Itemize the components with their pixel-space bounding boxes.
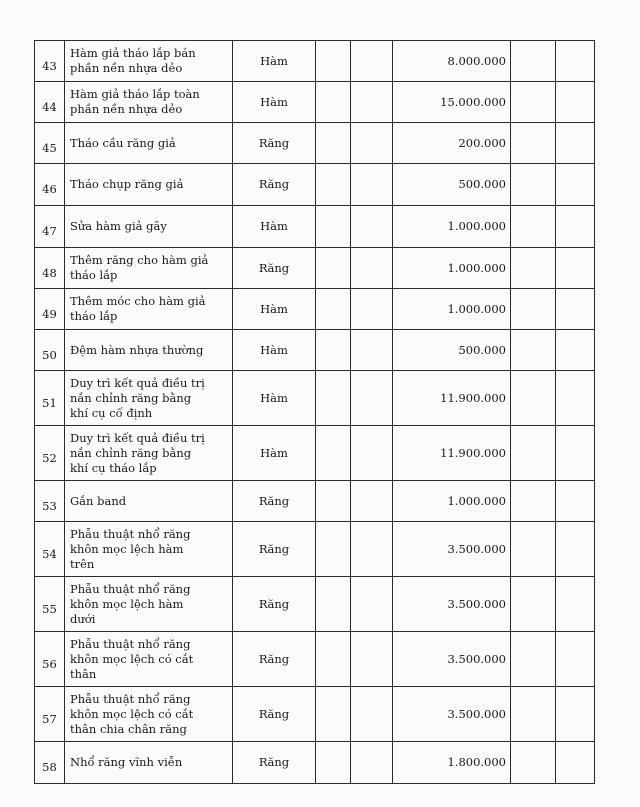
price-cell bbox=[393, 742, 511, 784]
unit-cell bbox=[233, 330, 316, 371]
price-cell-text: 8.000.000 bbox=[447, 53, 506, 68]
row-number-cell-text: 48 bbox=[42, 265, 57, 280]
service-name-cell bbox=[65, 82, 233, 123]
empty-cell bbox=[556, 123, 595, 164]
empty-cell bbox=[511, 577, 556, 632]
empty-cell bbox=[316, 632, 351, 687]
row-number-cell-text: 54 bbox=[42, 546, 57, 561]
table-row bbox=[35, 632, 595, 687]
table-row bbox=[35, 289, 595, 330]
unit-cell bbox=[233, 289, 316, 330]
price-cell bbox=[393, 41, 511, 82]
row-number-cell-text: 55 bbox=[42, 601, 57, 616]
service-name-cell-text: Phẫu thuật nhổ răng khôn mọc lệch có cắt thân chia chân răng bbox=[70, 691, 194, 736]
empty-cell bbox=[351, 687, 393, 742]
service-name-cell bbox=[65, 41, 233, 82]
row-number-cell bbox=[35, 522, 65, 577]
price-cell-text: 3.500.000 bbox=[447, 706, 506, 721]
empty-cell bbox=[316, 248, 351, 289]
table-row bbox=[35, 481, 595, 522]
service-name-cell bbox=[65, 687, 233, 742]
service-name-cell-text: Tháo chụp răng giả bbox=[70, 177, 184, 191]
service-name-cell bbox=[65, 632, 233, 687]
row-number-cell bbox=[35, 248, 65, 289]
unit-cell-text: Răng bbox=[258, 541, 290, 556]
unit-cell-text: Hàm bbox=[260, 53, 288, 68]
unit-cell-text: Răng bbox=[258, 260, 290, 275]
row-number-cell-text: 50 bbox=[42, 347, 57, 362]
empty-cell bbox=[316, 206, 351, 248]
empty-cell bbox=[511, 522, 556, 577]
service-name-cell-text: Nhổ răng vĩnh viễn bbox=[70, 755, 183, 769]
empty-cell bbox=[556, 577, 595, 632]
empty-cell bbox=[511, 206, 556, 248]
empty-cell bbox=[511, 330, 556, 371]
price-cell bbox=[393, 481, 511, 522]
empty-cell bbox=[316, 330, 351, 371]
row-number-cell bbox=[35, 41, 65, 82]
row-number-cell-text: 57 bbox=[42, 711, 57, 726]
service-name-cell bbox=[65, 330, 233, 371]
price-cell bbox=[393, 426, 511, 481]
row-number-cell bbox=[35, 577, 65, 632]
empty-cell bbox=[556, 687, 595, 742]
empty-cell bbox=[511, 632, 556, 687]
unit-cell-text: Hàm bbox=[260, 342, 288, 357]
unit-cell-text: Hàm bbox=[260, 445, 288, 460]
price-cell bbox=[393, 522, 511, 577]
unit-cell bbox=[233, 522, 316, 577]
service-name-cell-text: Hàm giả tháo lắp bán phần nền nhựa dẻo bbox=[70, 46, 196, 75]
unit-cell bbox=[233, 632, 316, 687]
empty-cell bbox=[316, 41, 351, 82]
row-number-cell-text: 51 bbox=[42, 395, 57, 410]
table-row bbox=[35, 123, 595, 164]
empty-cell bbox=[511, 123, 556, 164]
table-row bbox=[35, 742, 595, 784]
empty-cell bbox=[316, 164, 351, 206]
empty-cell bbox=[511, 41, 556, 82]
empty-cell bbox=[511, 481, 556, 522]
empty-cell bbox=[316, 123, 351, 164]
empty-cell bbox=[556, 164, 595, 206]
empty-cell bbox=[316, 522, 351, 577]
unit-cell-text: Hàm bbox=[260, 301, 288, 316]
empty-cell bbox=[556, 206, 595, 248]
service-name-cell-text: Duy trì kết quả điều trị nắn chỉnh răng bằng khí cụ tháo lắp bbox=[70, 430, 205, 475]
table-row bbox=[35, 206, 595, 248]
empty-cell bbox=[556, 522, 595, 577]
empty-cell bbox=[556, 742, 595, 784]
table-body bbox=[35, 41, 595, 784]
unit-cell bbox=[233, 426, 316, 481]
row-number-cell bbox=[35, 632, 65, 687]
row-number-cell bbox=[35, 426, 65, 481]
empty-cell bbox=[556, 632, 595, 687]
price-cell bbox=[393, 687, 511, 742]
unit-cell-text: Răng bbox=[258, 177, 290, 191]
unit-cell-text: Răng bbox=[258, 493, 290, 508]
unit-cell bbox=[233, 82, 316, 123]
price-cell-text: 1.000.000 bbox=[447, 493, 506, 508]
empty-cell bbox=[351, 481, 393, 522]
empty-cell bbox=[351, 248, 393, 289]
price-cell-text: 11.900.000 bbox=[440, 445, 506, 460]
row-number-cell bbox=[35, 206, 65, 248]
unit-cell bbox=[233, 371, 316, 426]
price-cell bbox=[393, 371, 511, 426]
price-cell bbox=[393, 289, 511, 330]
row-number-cell-text: 44 bbox=[42, 99, 57, 114]
service-name-cell bbox=[65, 577, 233, 632]
empty-cell bbox=[556, 82, 595, 123]
service-name-cell-text: Thêm móc cho hàm giả tháo lắp bbox=[70, 294, 206, 323]
row-number-cell bbox=[35, 742, 65, 784]
price-cell bbox=[393, 632, 511, 687]
row-number-cell bbox=[35, 371, 65, 426]
empty-cell bbox=[351, 330, 393, 371]
price-cell-text: 500.000 bbox=[458, 342, 506, 357]
empty-cell bbox=[511, 164, 556, 206]
empty-cell bbox=[511, 82, 556, 123]
row-number-cell bbox=[35, 82, 65, 123]
empty-cell bbox=[316, 687, 351, 742]
row-number-cell bbox=[35, 481, 65, 522]
empty-cell bbox=[351, 289, 393, 330]
unit-cell-text: Răng bbox=[258, 706, 290, 721]
unit-cell-text: Răng bbox=[258, 755, 290, 769]
empty-cell bbox=[351, 206, 393, 248]
table-row bbox=[35, 426, 595, 481]
table-row bbox=[35, 371, 595, 426]
empty-cell bbox=[556, 426, 595, 481]
empty-cell bbox=[351, 123, 393, 164]
unit-cell-text: Hàm bbox=[260, 390, 288, 405]
service-name-cell bbox=[65, 248, 233, 289]
unit-cell-text: Răng bbox=[258, 651, 290, 666]
service-name-cell bbox=[65, 123, 233, 164]
unit-cell bbox=[233, 41, 316, 82]
table-row bbox=[35, 687, 595, 742]
empty-cell bbox=[511, 248, 556, 289]
empty-cell bbox=[351, 632, 393, 687]
empty-cell bbox=[351, 82, 393, 123]
empty-cell bbox=[351, 41, 393, 82]
row-number-cell-text: 58 bbox=[42, 760, 57, 774]
table-row bbox=[35, 164, 595, 206]
unit-cell bbox=[233, 123, 316, 164]
empty-cell bbox=[351, 426, 393, 481]
empty-cell bbox=[316, 577, 351, 632]
empty-cell bbox=[556, 481, 595, 522]
service-name-cell-text: Phẫu thuật nhổ răng khôn mọc lệch có cắt thân bbox=[70, 636, 194, 681]
price-cell bbox=[393, 206, 511, 248]
service-name-cell bbox=[65, 426, 233, 481]
price-cell-text: 15.000.000 bbox=[440, 94, 506, 109]
service-name-cell-text: Sửa hàm giả gãy bbox=[70, 219, 167, 233]
unit-cell bbox=[233, 164, 316, 206]
row-number-cell-text: 56 bbox=[42, 656, 57, 671]
unit-cell-text: Răng bbox=[258, 135, 290, 150]
service-name-cell-text: Gắn band bbox=[70, 493, 127, 508]
table-row bbox=[35, 41, 595, 82]
price-cell bbox=[393, 123, 511, 164]
empty-cell bbox=[556, 248, 595, 289]
unit-cell bbox=[233, 248, 316, 289]
service-name-cell bbox=[65, 289, 233, 330]
table-row bbox=[35, 577, 595, 632]
price-cell-text: 3.500.000 bbox=[447, 541, 506, 556]
row-number-cell-text: 47 bbox=[42, 224, 57, 238]
row-number-cell bbox=[35, 164, 65, 206]
price-cell bbox=[393, 577, 511, 632]
price-cell bbox=[393, 330, 511, 371]
empty-cell bbox=[511, 687, 556, 742]
row-number-cell bbox=[35, 687, 65, 742]
service-name-cell bbox=[65, 742, 233, 784]
empty-cell bbox=[316, 371, 351, 426]
price-cell bbox=[393, 82, 511, 123]
empty-cell bbox=[351, 371, 393, 426]
service-name-cell-text: Duy trì kết quả điều trị nắn chỉnh răng bằng khí cụ cố định bbox=[70, 375, 205, 420]
price-cell bbox=[393, 248, 511, 289]
empty-cell bbox=[351, 742, 393, 784]
service-name-cell-text: Hàm giả tháo lắp toàn phần nền nhựa dẻo bbox=[70, 87, 200, 116]
service-name-cell-text: Phẫu thuật nhổ răng khôn mọc lệch hàm trên bbox=[70, 526, 191, 571]
empty-cell bbox=[316, 289, 351, 330]
unit-cell bbox=[233, 687, 316, 742]
service-name-cell bbox=[65, 481, 233, 522]
unit-cell bbox=[233, 206, 316, 248]
table-row bbox=[35, 522, 595, 577]
service-name-cell bbox=[65, 371, 233, 426]
empty-cell bbox=[351, 164, 393, 206]
empty-cell bbox=[511, 742, 556, 784]
table-row bbox=[35, 248, 595, 289]
empty-cell bbox=[556, 41, 595, 82]
empty-cell bbox=[351, 577, 393, 632]
unit-cell bbox=[233, 481, 316, 522]
table-row bbox=[35, 82, 595, 123]
empty-cell bbox=[556, 289, 595, 330]
service-name-cell bbox=[65, 522, 233, 577]
row-number-cell-text: 53 bbox=[42, 498, 57, 513]
row-number-cell-text: 52 bbox=[42, 450, 57, 465]
page-top-margin bbox=[0, 0, 640, 40]
empty-cell bbox=[511, 371, 556, 426]
price-cell-text: 200.000 bbox=[458, 135, 506, 150]
empty-cell bbox=[316, 82, 351, 123]
price-cell-text: 3.500.000 bbox=[447, 596, 506, 611]
row-number-cell-text: 45 bbox=[42, 140, 57, 155]
service-name-cell bbox=[65, 164, 233, 206]
service-name-cell bbox=[65, 206, 233, 248]
unit-cell bbox=[233, 577, 316, 632]
empty-cell bbox=[316, 742, 351, 784]
empty-cell bbox=[511, 289, 556, 330]
empty-cell bbox=[556, 330, 595, 371]
row-number-cell-text: 49 bbox=[42, 306, 57, 321]
price-cell-text: 1.800.000 bbox=[447, 755, 506, 769]
price-cell-text: 500.000 bbox=[458, 177, 506, 191]
service-name-cell-text: Thêm răng cho hàm giả tháo lắp bbox=[70, 253, 209, 282]
unit-cell-text: Hàm bbox=[260, 219, 288, 233]
row-number-cell-text: 43 bbox=[42, 58, 57, 73]
empty-cell bbox=[316, 426, 351, 481]
empty-cell bbox=[316, 481, 351, 522]
empty-cell bbox=[351, 522, 393, 577]
empty-cell bbox=[511, 426, 556, 481]
price-cell-text: 1.000.000 bbox=[447, 260, 506, 275]
row-number-cell bbox=[35, 289, 65, 330]
unit-cell-text: Răng bbox=[258, 596, 290, 611]
unit-cell bbox=[233, 742, 316, 784]
price-cell-text: 3.500.000 bbox=[447, 651, 506, 666]
price-cell-text: 1.000.000 bbox=[447, 301, 506, 316]
price-cell-text: 11.900.000 bbox=[440, 390, 506, 405]
service-name-cell-text: Phẫu thuật nhổ răng khôn mọc lệch hàm dưới bbox=[70, 581, 191, 626]
empty-cell bbox=[556, 371, 595, 426]
service-name-cell-text: Đệm hàm nhựa thường bbox=[70, 342, 204, 357]
row-number-cell bbox=[35, 330, 65, 371]
table-row bbox=[35, 330, 595, 371]
price-cell bbox=[393, 164, 511, 206]
unit-cell-text: Hàm bbox=[260, 94, 288, 109]
row-number-cell bbox=[35, 123, 65, 164]
price-cell-text: 1.000.000 bbox=[447, 219, 506, 233]
service-name-cell-text: Tháo cầu răng giả bbox=[70, 135, 176, 150]
price-table bbox=[34, 40, 595, 784]
row-number-cell-text: 46 bbox=[42, 182, 57, 196]
